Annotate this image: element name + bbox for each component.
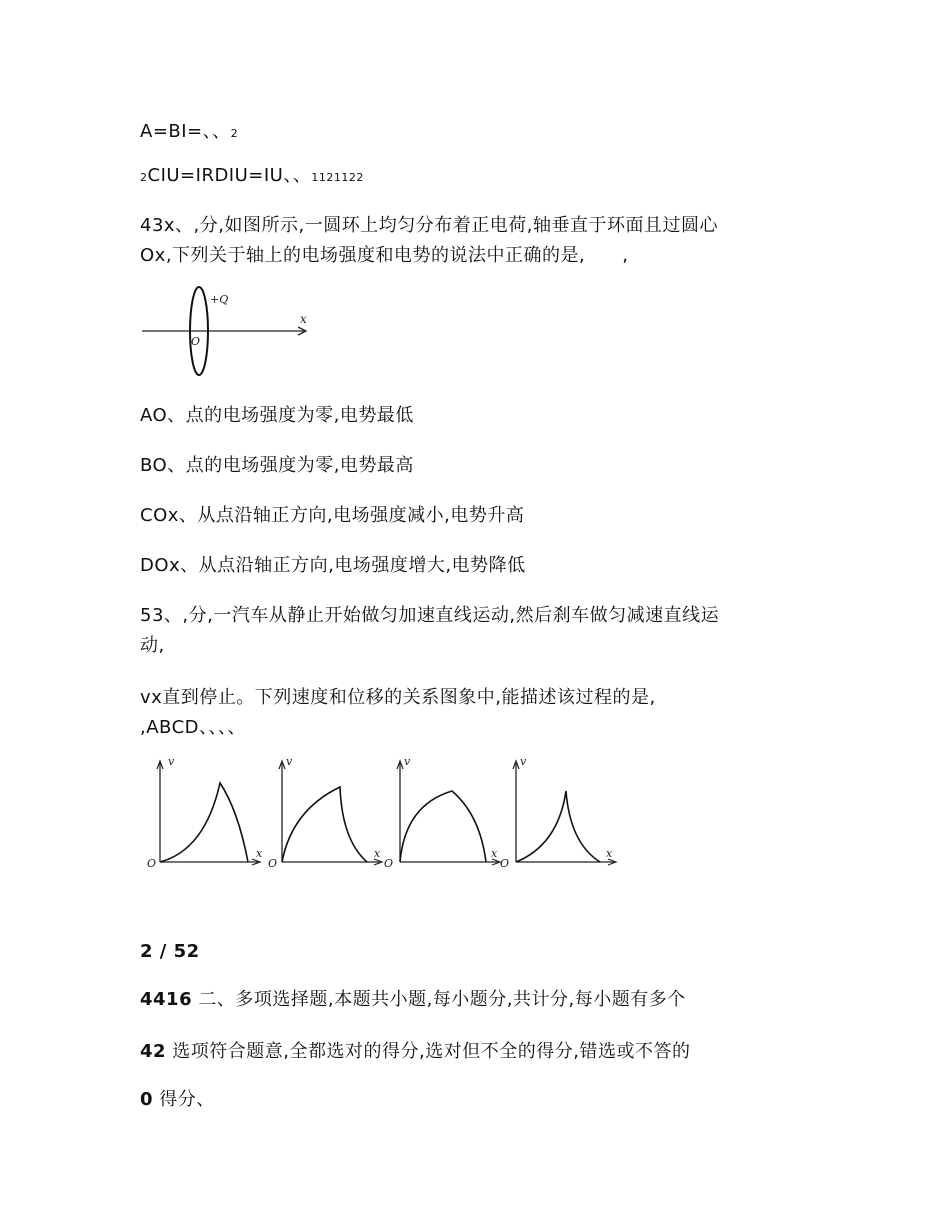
axis-label: x [300, 312, 307, 326]
graph-b-curve [282, 787, 367, 862]
option-c: COx、从点沿轴正方向,电场强度减小,电势升高 [140, 505, 525, 526]
section-2-line-2-numbers: 42 [140, 1041, 167, 1062]
question-5-line-4: ,ABCD、、、、 [140, 717, 246, 738]
graph-a [140, 755, 265, 870]
question-4-line-2: Ox,下列关于轴上的电场强度和电势的说法中正确的是, , [140, 245, 629, 266]
option-b: BO、点的电场强度为零,电势最高 [140, 455, 414, 476]
graph-a-x-label: x [256, 847, 263, 860]
graph-d-curve [516, 791, 600, 862]
question-5-line-2: 动, [140, 635, 165, 656]
section-2-line-1 [140, 986, 686, 1014]
graph-b-v-label: v [286, 755, 293, 768]
option-d: DOx、从点沿轴正方向,电场强度增大,电势降低 [140, 555, 526, 576]
graph-d [496, 755, 621, 870]
formula-2-prefix: 2 [140, 171, 148, 184]
graph-b-x-label: x [374, 847, 381, 860]
section-2-line-1-numbers: 4416 [140, 989, 193, 1010]
graph-a-origin-label: O [147, 857, 157, 870]
graph-a-v-label: v [168, 755, 175, 768]
section-2-line-2-text: 选项符合题意,全都选对的得分,选对但不全的得分,错选或不答的 [172, 1041, 691, 1062]
graph-c-origin-label: O [384, 857, 394, 870]
section-2-line-3-text: 得分、 [159, 1089, 215, 1110]
option-a: AO、点的电场强度为零,电势最低 [140, 405, 414, 426]
page-number: 2 / 52 [140, 941, 200, 962]
formula-1-subscript: 2 [230, 127, 239, 140]
section-2-line-3-numbers: 0 [140, 1089, 154, 1110]
origin-label: O [191, 335, 201, 348]
graph-d-v-label: v [520, 755, 527, 768]
graph-d-x-label: x [606, 847, 613, 860]
graph-b-origin-label: O [268, 857, 278, 870]
formula-line-2 [140, 162, 364, 192]
graph-c [380, 755, 505, 870]
graph-c-v-label: v [404, 755, 411, 768]
section-2-line-3 [140, 1086, 215, 1114]
ring-figure [140, 285, 315, 380]
graph-a-curve [160, 783, 248, 862]
formula-line-1 [140, 118, 238, 148]
question-5-line-1: 53、,分,一汽车从静止开始做匀加速直线运动,然后刹车做匀减速直线运 [140, 605, 720, 626]
graph-d-origin-label: O [500, 857, 510, 870]
formula-1-text: A=BI=、、 [140, 121, 231, 142]
section-2-line-2 [140, 1038, 690, 1066]
graph-c-x-label: x [491, 847, 498, 860]
formula-2-text: CIU=IRDIU=IU、、 [147, 165, 312, 186]
graph-b [262, 755, 387, 870]
graph-c-curve [400, 791, 486, 862]
charge-label: +Q [210, 293, 229, 306]
question-4-line-1: 43x、,分,如图所示,一圆环上均匀分布着正电荷,轴垂直于环面且过圆心 [140, 215, 718, 236]
question-5-line-3: vx直到停止。下列速度和位移的关系图象中,能描述该过程的是, [140, 687, 656, 708]
formula-2-subscript: 1121122 [311, 171, 364, 184]
section-2-line-1-text: 二、多项选择题,本题共小题,每小题分,共计分,每小题有多个 [198, 989, 686, 1010]
